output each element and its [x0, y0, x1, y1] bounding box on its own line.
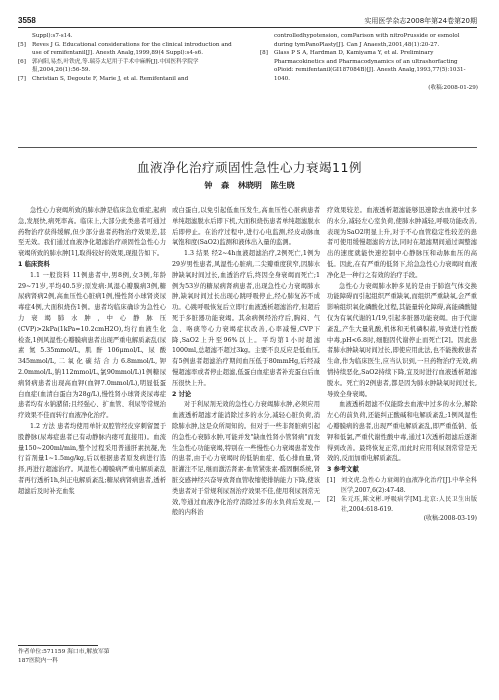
reference-number: [8] — [260, 50, 268, 57]
footnote-rule — [18, 645, 98, 646]
body-column-1 — [18, 206, 166, 498]
references-continued-left — [18, 32, 240, 84]
reference-entry — [18, 41, 240, 58]
reference-text: Reves J G. Educational considerations for the clinical introduction and use of remifentanil[J]. Anesth Analg,1999,89(4 Suppl):s4-s6. — [32, 41, 232, 57]
reference-entry — [260, 32, 478, 49]
footnote-line: 作者单位:571159 海口市,解放军第 — [18, 649, 110, 655]
article-authors: 钟 森 林晓明 陈生晓 — [204, 180, 295, 190]
body-paragraph: 1.3 结果 经2~4h血液超滤治疗,2例死亡,1例为29岁男性患者,风湿性心脏病,二尖瓣重度狭窄,因肺水肿缺氧时间过长,血透治疗后,终因全身衰竭而死亡;1例为53岁的糖尿病肾病患者,出现急性心力衰竭肺水肿,缺氧时间过长出现心跳呼吸停止,经心肺复苏不成功。心跳呼吸恢复后立即行血液透析超滤治疗,但超后死于多脏器功能衰竭。其余病例经治疗后,胸闷、气急、咯痰等心力衰竭症状改善,心率减慢,CVP下降,SaO2上升至96%以上。平均第1小时超滤1000ml,总超滤不超过3kg。主要不良反应是低血压,有5例患者超滤治疗期间血压低于80mmHg,后经减慢超滤率或者停止超滤,低蛋白血症患者补充蛋白后血压很快上升。 — [172, 250, 320, 387]
references-continued-right — [260, 32, 478, 92]
page-number: 3558 — [18, 16, 36, 25]
journal-name: 实用医学杂志2008年第24卷第20期 — [364, 17, 477, 25]
reference-text: Christian S, Degoute F, Marie J, et al. Remifentanil and — [32, 75, 189, 82]
section-heading: 2 讨论 — [172, 390, 192, 398]
reference-entry — [327, 476, 477, 495]
body-paragraph: 血液透析超滤不仅能除去血液中过多的水分,解除左心的前负荷,还能纠正酸碱和电解质紊乱;1例风湿性心瓣膜病的患者,出现严重电解质紊乱,即严重低钠、低钾和低氯,严重代谢性酸中毒,通过1次透析超滤后逐渐得到改善。最终恢复正常,而此时应用利尿剂常常是无效的,反而加重电解质紊乱。 — [327, 401, 477, 463]
body-paragraph: 或白蛋白,以免引起低血压发生,高血压性心脏病患者单纯超滤脱水后即下机,大面积烧伤患者单纯超滤脱水后即停止。在治疗过程中,进行心电监测,经皮动脉血氧饱和度(SaO2)监测和液体出入量的监测。 — [172, 207, 320, 247]
section-heading: 3 参考文献 — [327, 466, 359, 474]
reference-text: 刘文虎.急性心力衰竭的血液净化治疗[J].中华全科医学,2007,6(2):47-48. — [341, 476, 477, 494]
reference-text: 朱元珏,陈文彬.呼吸病学[M].北京:人民卫生出版社,2004:618-619. — [341, 496, 477, 513]
reference-number: [6] — [18, 58, 26, 65]
header-rule — [18, 27, 477, 28]
article-divider — [18, 147, 477, 148]
reference-number: [2] — [327, 496, 336, 504]
body-paragraph: 1.2 方法 患者均使用单针双腔管经皮穿刺留置于股静脉(尿毒症患者已有动静脉内瘘可直接用)。血流量150~200ml/min,整个过程采用普通肝素抗凝,先行首剂量1~1.5mg/kg,后以根据患者原发病进行选择,再进行超滤治疗。风湿性心瓣膜病严重电解质紊乱者再行透析1h,纠正电解质紊乱;糖尿病肾病患者,透析超滤后及时补充血浆 — [18, 422, 166, 495]
reference-number: [5] — [18, 41, 26, 48]
reference-text: Suppl):s7-s14. — [32, 33, 73, 39]
reference-entry — [18, 32, 240, 41]
article-title: 血液净化治疗顽固性急性心力衰竭11例 — [137, 160, 362, 175]
reference-entry — [260, 84, 478, 93]
reference-text: Glass P S A, Hardman D, Kamiyama Y, et al. Preliminary Pharmacokinetics and Pharmacodynamics of an ultrashorfacting oPioid: remifentanil(GI187084B)[J]. Anesth Analg,1993,77(5):1031-1040. — [274, 50, 466, 82]
body-paragraph: 疗效果较差。血液透析超滤能够迅速除去血液中过多的水分,减轻左心室负荷,使肺水肿减轻,呼吸功能改善,表现为SaO2明显上升,对于不心血管稳定性较差的患者可使用缓慢超滤的方法,同时在超滤期间通过调整滤出的速度就能快速控制中心静脉压和动脉血压的高低。因此,在有严重的低肾下,给急急性心力衰竭时血液净化是一种行之有效的治疗手段。 — [327, 207, 477, 279]
body-paragraph: 急性心力衰竭肺水肿多见的是由于肺泡气体交换功能障碍而引起组织严重缺氧,而组织严重缺氧,会严重影响组织氧化磷酸化过程,其能量转化障碍,高能磷酸键仅为有氧代谢的1/19,引起多脏器功能衰竭。由于代谢紊乱,产生大量乳酸,机体和无机磷积蓄,导致进行性酸中毒,pH<6.8时,细胞因代谢停止而死亡[2]。因此患者肺水肿缺氧时间过长,即使应用此法,也不能挽救患者生命,作为临床医生,应当认识到,一旦药物治疗无效,病情持续恶化,SaO2持续下降,宜及时进行血液透析超滤脱水。死亡的2例患者,都是因为肺水肿缺氧时间过长,导致全身衰竭。 — [327, 282, 477, 398]
reference-entry — [18, 58, 240, 75]
reference-number: [7] — [18, 75, 26, 82]
body-paragraph: 急性心力衰竭所致的肺水肿是临床急危重症,起病急,发展快,病死率高。临床上,大部分此类患者可通过药物治疗获得缓解,但少部分患者药物治疗效果差,甚至无效。我们通过血液净化超滤治疗顽固性急性心力衰竭所致的肺水肿[1],取得较好的效果,现报告如下。 — [18, 207, 166, 258]
body-paragraph: 对于利尿剂无效的急性心力衰竭肺水肿,必须应用血液透析超滤才能消除过多的水分,减轻心脏负荷,消除肺水肿,这是众所周知的。但对于一些非肾脏病引起的急性心衰肺水肿,可能并发"缺血性肾小管肾病"而发生急性心功能衰竭,特别在一些慢性心力衰竭患者发作的患者,由于心力衰竭时的低钠血症、低心排血量,肾脏灌注不足,继而激活肾素-血管紧张素-醛固酮系统,肾脏交感神经兴奋导致肾血管收缩使排钠能力下降,使该类患者对于常规利尿剂治疗效果不佳,使用利尿剂常无效,等通过血液净化治疗消除过多的水负荷后发现,一般的内科治 — [172, 401, 320, 517]
reference-text: (收稿:2008-01-29) — [428, 84, 478, 91]
section-heading: 1 临床资料 — [18, 260, 50, 268]
reference-entry — [260, 49, 478, 83]
reference-text: 郭向阳,易杰,叶铁虎,等.瑞芬太尼用于手术中麻醉[J].中国医科学院学报,2004,26(1):56-59. — [32, 58, 199, 74]
body-paragraph: 1.1 一般资料 11例患者中,男8例,女3例,年龄29~71岁,平均40.5岁;原发病:风湿心瓣膜病3例,糖尿病肾病2例,高血压性心脏病1例,慢性肾小球肾炎尿毒症4例,大面积烧伤1例。患者均临床确诊为急性心力衰竭肺水肿,中心静脉压(CVP)>2kPa(1kPa=10.2cmH2O),均行血液生化检查,1例风湿性心瓣膜病患者出现严重电解质紊乱(尿素氮5.35mmol/L,肌酐106μmol/L,尿酸345mmol/L,二氧化碳结合力6.8mmol/L,钾2.0mmol/L,钠112mmol/L,氯90mmol/L)1例糖尿病肾病患者出现高血钾(血钾7.0mmol/L),明显低蛋白血症(血清白蛋白为28g/L),慢性肾小球肾炎尿毒症患者均有水钠潴留;且经强心、扩血管、利尿等常规治疗效果不佳而转行血液净化治疗。 — [18, 271, 166, 420]
reference-entry — [18, 75, 240, 84]
reference-text: controlledhypotension, comParison with nitroPrusside or esmolol during tymPanoPlasty[J]. Can J Anaesth,2001,48(1):20-27. — [274, 33, 460, 48]
reference-number: [1] — [327, 476, 336, 484]
body-column-3 — [327, 206, 477, 525]
reference-entry — [327, 495, 477, 514]
body-column-2 — [172, 206, 320, 519]
author-affiliation-footnote — [18, 648, 166, 666]
footnote-line: 187医院内一科 — [18, 658, 59, 664]
received-date: (收稿:2008-03-19) — [423, 515, 477, 523]
